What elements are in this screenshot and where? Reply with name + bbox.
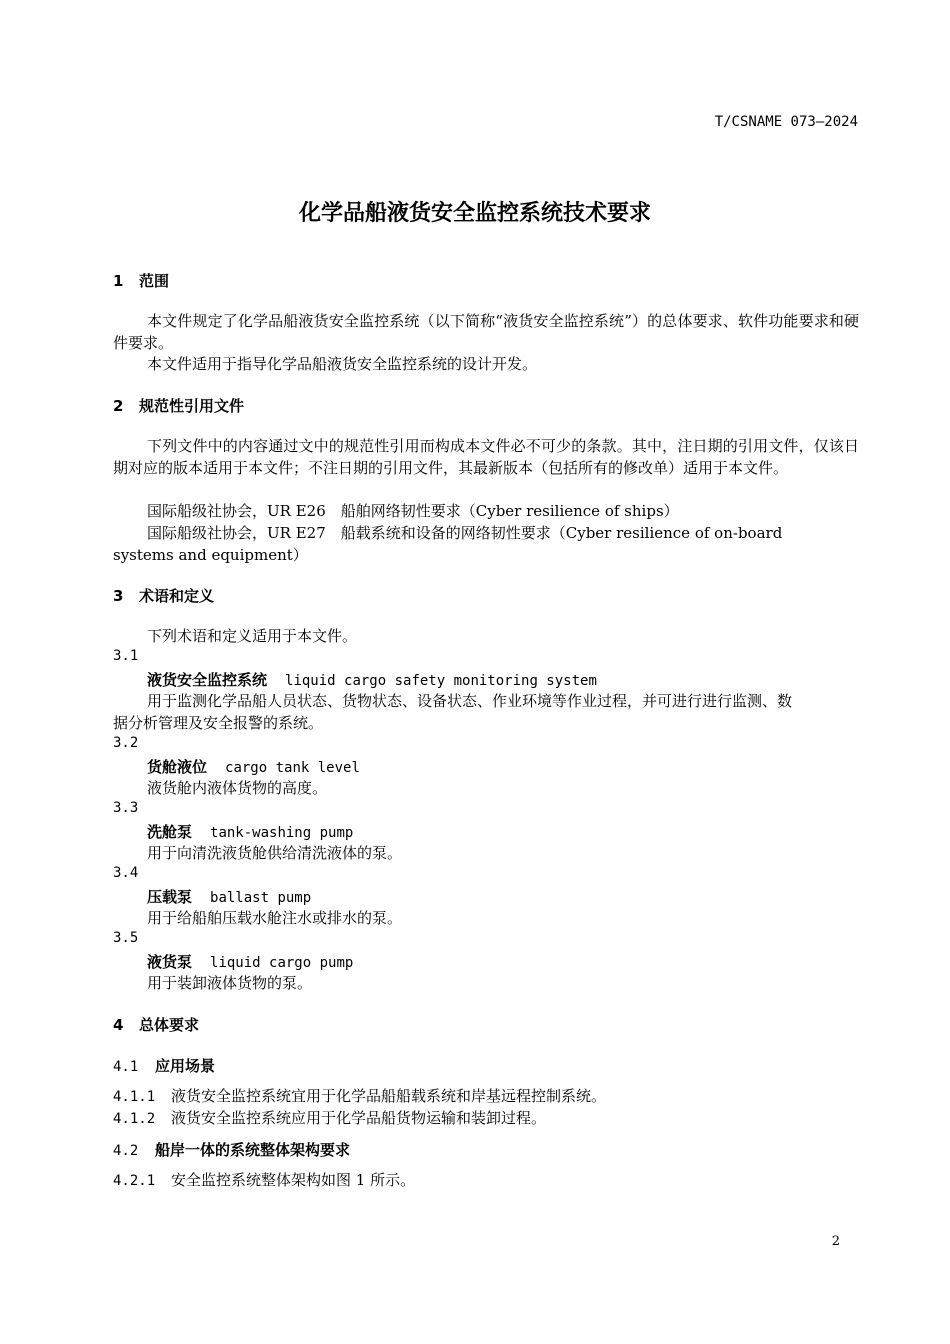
subsection-number: 4.1: [113, 1059, 139, 1075]
clause-number: 4.1.1: [113, 1089, 156, 1105]
term-en: tank-washing pump: [210, 825, 354, 841]
section-number: 4: [113, 1016, 124, 1034]
term-zh: 液货安全监控系统: [147, 671, 268, 689]
reference-ur-e26: 国际船级社协会，UR E26 船舶网络韧性要求（Cyber resilience of ships）: [147, 502, 679, 520]
section-4-heading: [113, 1014, 199, 1035]
scope-paragraph-1: 本文件规定了化学品船液货安全监控系统（以下简称“液货安全监控系统”）的总体要求、软件功能要求和硬件要求。: [113, 312, 859, 352]
section-number: 3: [113, 587, 124, 605]
reference-ur-e27-continued: systems and equipment）: [113, 546, 308, 564]
section-title: 术语和定义: [139, 587, 215, 605]
term-en: cargo tank level: [225, 760, 360, 776]
clause-number: 4.1.2: [113, 1111, 156, 1127]
term-entry: [147, 951, 353, 972]
section-3-heading: [113, 585, 214, 606]
clause-text: 液货安全监控系统宜用于化学品船船载系统和岸基远程控制系统。: [171, 1087, 607, 1105]
terms-intro: 下列术语和定义适用于本文件。: [147, 627, 358, 645]
term-en: liquid cargo pump: [210, 955, 354, 971]
term-number: 3.3: [113, 800, 139, 816]
term-definition: 用于装卸液体货物的泵。: [147, 974, 313, 992]
term-zh: 压载泵: [147, 888, 193, 906]
subsection-4-2-heading: [113, 1139, 350, 1160]
subsection-4-1-heading: [113, 1055, 215, 1076]
term-entry: [147, 669, 597, 690]
term-zh: 货舱液位: [147, 758, 208, 776]
term-definition: 用于给船舶压载水舱注水或排水的泵。: [147, 909, 403, 927]
section-title: 总体要求: [139, 1016, 200, 1034]
term-en: liquid cargo safety monitoring system: [285, 673, 597, 689]
term-entry: [147, 821, 353, 842]
section-title: 范围: [139, 272, 170, 290]
term-definition: 液货舱内液体货物的高度。: [147, 779, 328, 797]
clause-text: 安全监控系统整体架构如图 1 所示。: [171, 1171, 416, 1189]
references-paragraph: 下列文件中的内容通过文中的规范性引用而构成本文件必不可少的条款。其中，注日期的引用文件，仅该日期对应的版本适用于本文件；不注日期的引用文件，其最新版本（包括所有的修改单）适用于本文件。: [113, 437, 859, 477]
document-title: 化学品船液货安全监控系统技术要求: [298, 201, 651, 226]
term-number: 3.5: [113, 930, 139, 946]
section-number: 2: [113, 397, 124, 415]
term-zh: 液货泵: [147, 953, 193, 971]
section-title: 规范性引用文件: [139, 397, 245, 415]
section-number: 1: [113, 272, 124, 290]
standard-code: T/CSNAME 073—2024: [714, 114, 858, 130]
term-number: 3.2: [113, 735, 139, 751]
term-number: 3.1: [113, 648, 139, 664]
section-1-heading: [113, 270, 169, 291]
term-entry: [147, 756, 360, 777]
term-entry: [147, 886, 311, 907]
reference-ur-e27: 国际船级社协会，UR E27 船载系统和设备的网络韧性要求（Cyber resilience of on-board: [147, 524, 783, 542]
term-definition: 用于向清洗液货舱供给清洗液体的泵。: [147, 844, 403, 862]
term-number: 3.4: [113, 865, 139, 881]
subsection-title: 船岸一体的系统整体架构要求: [155, 1141, 351, 1159]
scope-paragraph-2: 本文件适用于指导化学品船液货安全监控系统的设计开发。: [147, 355, 538, 373]
page-number: 2: [831, 1234, 840, 1249]
clause-item: [113, 1085, 606, 1106]
term-zh: 洗舱泵: [147, 823, 193, 841]
term-en: ballast pump: [210, 890, 312, 906]
subsection-number: 4.2: [113, 1143, 139, 1159]
clause-item: [113, 1169, 415, 1190]
clause-item: [113, 1107, 546, 1128]
clause-text: 液货安全监控系统应用于化学品船货物运输和装卸过程。: [171, 1109, 547, 1127]
term-definition: 用于监测化学品船人员状态、货物状态、设备状态、作业环境等作业过程，并可进行进行监测、数: [147, 692, 793, 710]
term-definition-continued: 据分析管理及安全报警的系统。: [113, 714, 324, 732]
clause-number: 4.2.1: [113, 1173, 156, 1189]
subsection-title: 应用场景: [155, 1057, 216, 1075]
section-2-heading: [113, 395, 244, 416]
